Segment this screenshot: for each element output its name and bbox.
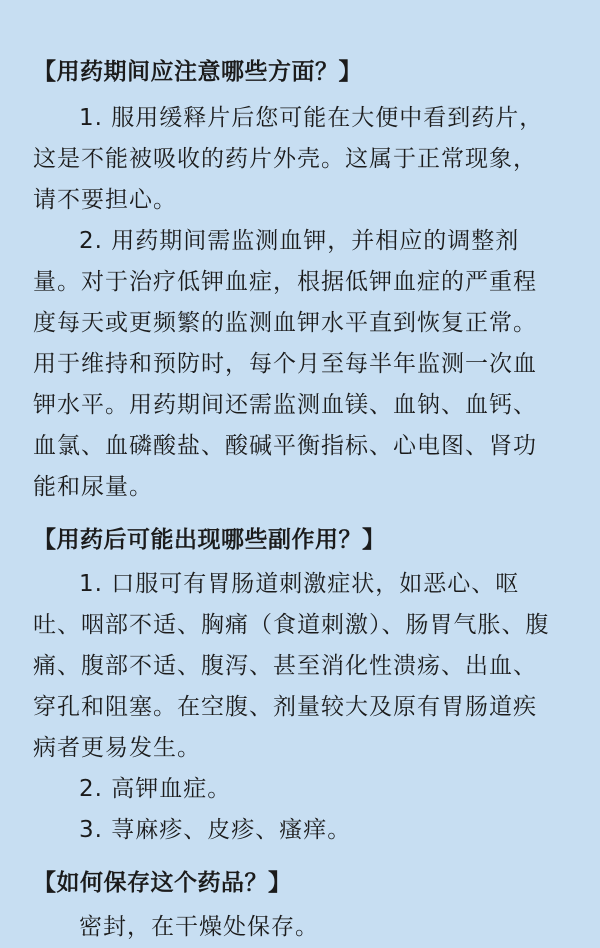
paragraph: 3. 荨麻疹、皮疹、瘙痒。 <box>79 817 352 843</box>
paragraph: 2. 用药期间需监测血钾，并相应的调整剂量。对于治疗低钾血症，根据低钾血症的严重程度每天或更频繁的监测血钾水平直到恢复正常。用于维持和预防时，每个月至每半年监测一次血钾水平。用药期间还需监测血镁、血钠、血钙、血氯、血磷酸盐、酸碱平衡指标、心电图、肾功能和尿量。 <box>33 228 537 500</box>
section-title-side-effects: 【用药后可能出现哪些副作用？】 <box>33 527 386 553</box>
section-precautions <box>33 52 560 508</box>
section-title-storage: 【如何保存这个药品？】 <box>33 870 292 896</box>
section-storage <box>33 863 560 948</box>
section-side-effects <box>33 520 560 851</box>
paragraph: 2. 高钾血症。 <box>79 776 232 802</box>
paragraph: 密封，在干燥处保存。 <box>79 914 319 940</box>
paragraph: 1. 口服可有胃肠道刺激症状，如恶心、呕吐、咽部不适、胸痛（食道刺激）、肠胃气胀、腹痛、腹部不适、腹泻、甚至消化性溃疡、出血、穿孔和阻塞。在空腹、剂量较大及原有胃肠道疾病者更易发生。 <box>33 571 550 761</box>
paragraph: 1. 服用缓释片后您可能在大便中看到药片，这是不能被吸收的药片外壳。这属于正常现象，请不要担心。 <box>33 105 544 213</box>
section-title-precautions: 【用药期间应注意哪些方面？】 <box>33 59 362 85</box>
